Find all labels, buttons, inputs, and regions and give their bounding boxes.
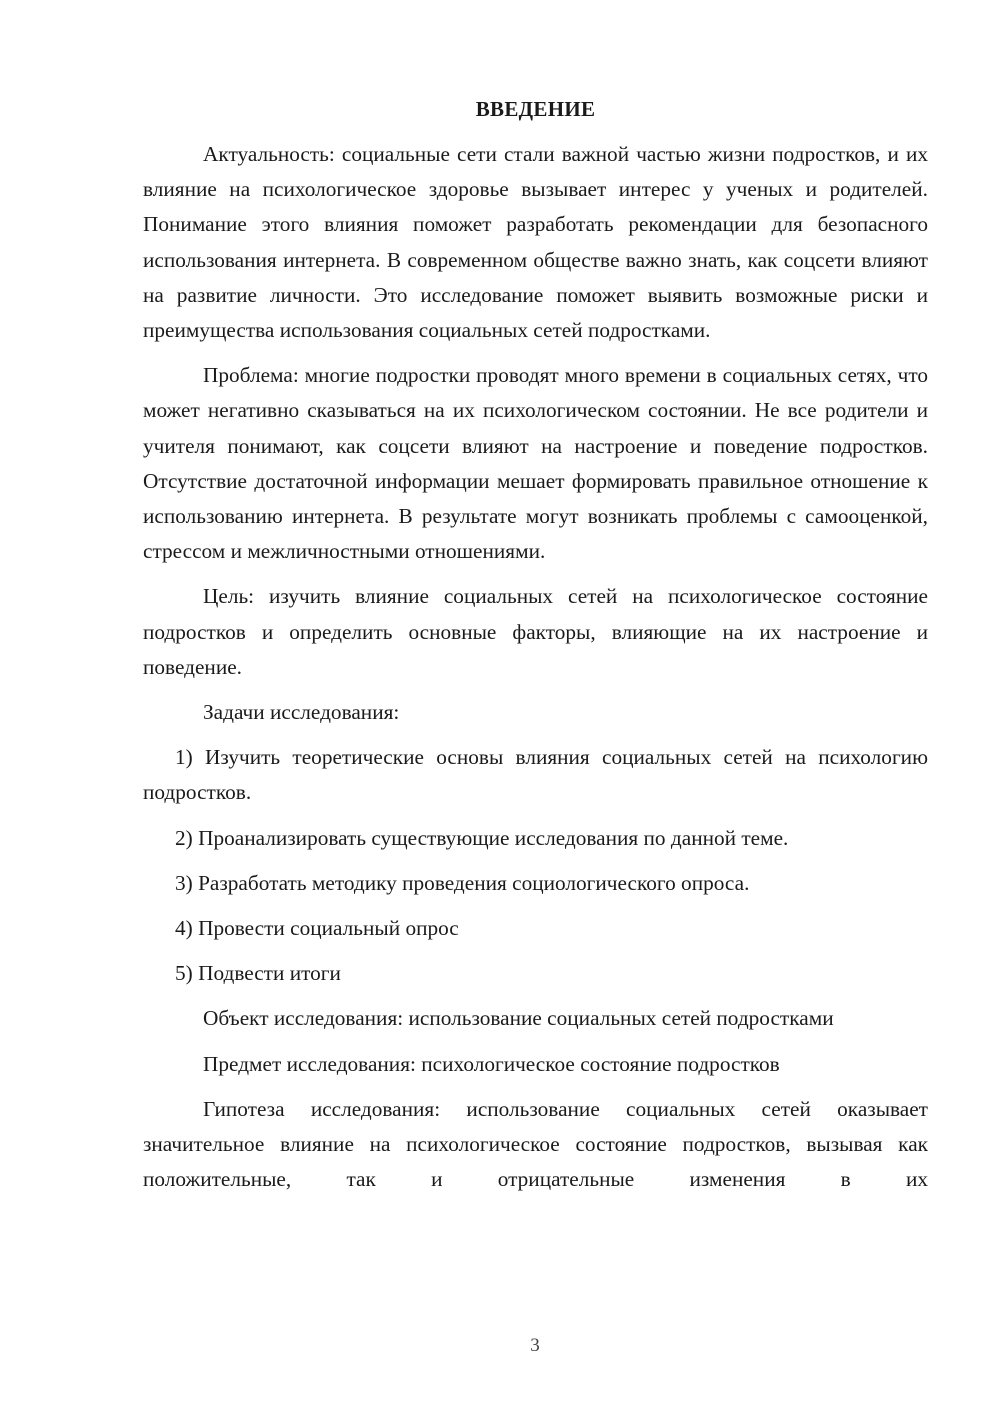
task-item-4: 4) Провести социальный опрос [175, 916, 459, 941]
object-paragraph: Объект исследования: использование социальных сетей подростками [203, 1006, 834, 1031]
document-page [143, 92, 928, 1197]
problem-paragraph: Проблема: многие подростки проводят много времени в социальных сетях, что может негативно сказываться на их психологическом состоянии. Не все родители и учителя понимают, как соцсети влияют на настроение и поведение подростков. Отсутствие достаточной информации мешает формировать правильное отношение к использованию интернета. В результате могут возникать проблемы с самооценкой, стрессом и межличностными отношениями. [143, 363, 928, 564]
subject-paragraph: Предмет исследования: психологическое состояние подростков [203, 1051, 780, 1076]
section-title: ВВЕДЕНИЕ [475, 97, 596, 121]
task-item-2: 2) Проанализировать существующие исследования по данной теме. [175, 825, 789, 850]
task-item-5: 5) Подвести итоги [175, 961, 341, 986]
goal-paragraph: Цель: изучить влияние социальных сетей на психологическое состояние подростков и определить основные факторы, влияющие на их настроение и поведение. [143, 584, 928, 679]
tasks-heading: Задачи исследования: [203, 700, 400, 725]
page-number: 3 [530, 1335, 540, 1356]
relevance-paragraph: Актуальность: социальные сети стали важной частью жизни подростков, и их влияние на психологическое здоровье вызывает интерес у ученых и родителей. Понимание этого влияния поможет разработать рекомендации для безопасного использования интернета. В современном обществе важно знать, как соцсети влияют на развитие личности. Это исследование поможет выявить возможные риски и преимущества использования социальных сетей подростками. [143, 142, 928, 343]
task-item-3: 3) Разработать методику проведения социологического опроса. [175, 870, 750, 895]
hypothesis-paragraph: Гипотеза исследования: использование социальных сетей оказывает значительное влияние на психологическое состояние подростков, вызывая как положительные, так и отрицательные изменения в их [143, 1096, 928, 1192]
task-item-1: 1) Изучить теоретические основы влияния социальных сетей на психологию подростков. [143, 745, 928, 805]
